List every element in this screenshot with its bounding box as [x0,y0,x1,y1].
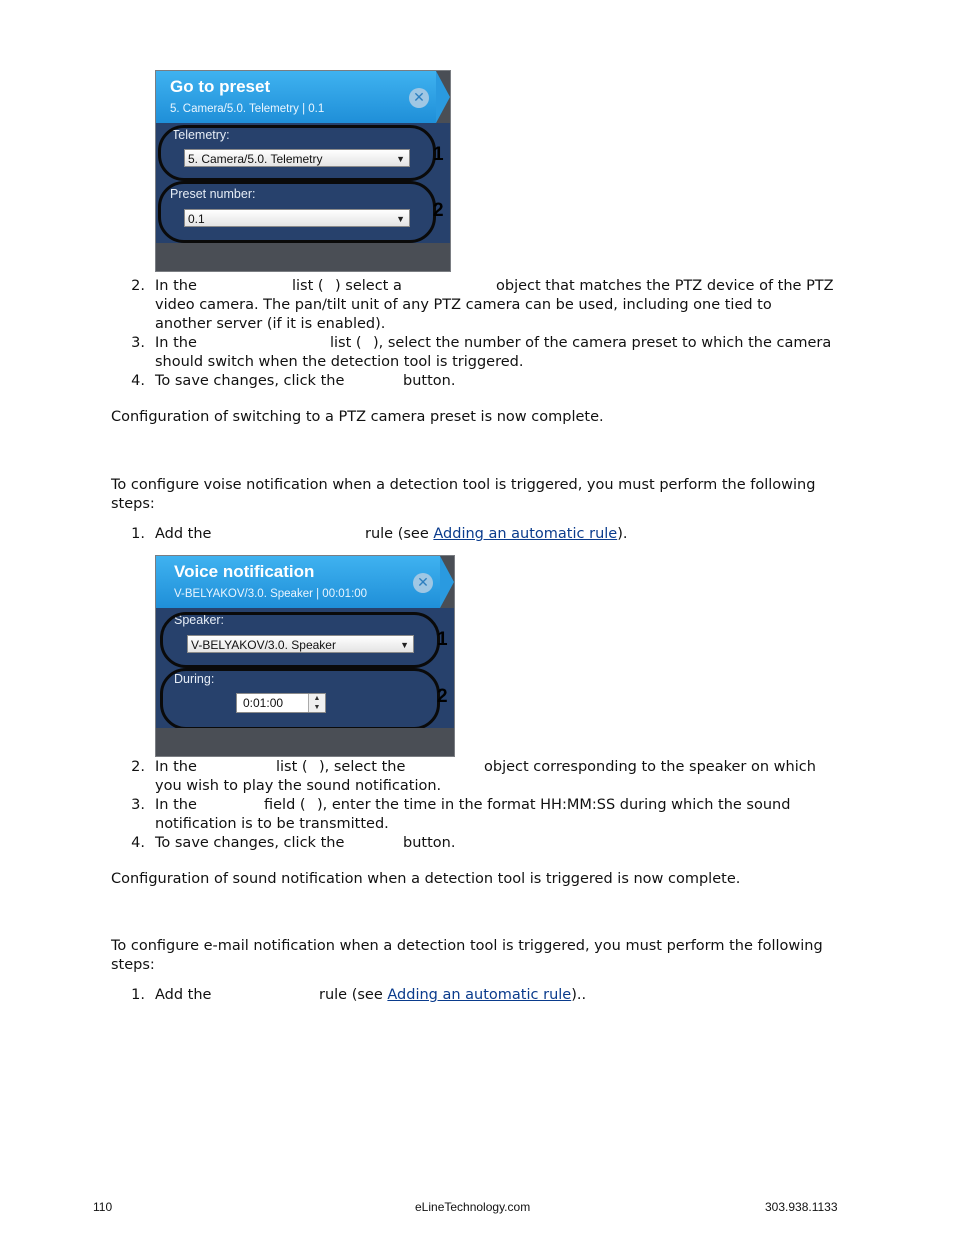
step-text-part: rule (see [365,526,429,542]
step-text: ), select the number of the camera preset to which the camera [373,335,832,351]
step-number: 3. [131,335,145,351]
footer-website: eLineTechnology.com [415,1200,531,1214]
step-text: In the [155,759,197,775]
callout-marker-2: 2 [433,200,444,221]
step-text: In the [155,797,197,813]
step-number: 1. [131,526,145,542]
footer-phone: 303.938.1133 [765,1200,838,1214]
step-text [365,525,627,544]
chevron-down-icon: ▼ [400,640,409,650]
close-icon[interactable]: ✕ [409,88,429,108]
dialog-footer [156,243,450,271]
step-text: To save changes, click the [155,835,345,851]
dialog-title: Voice notification [174,562,315,581]
preset-number-value: 0.1 [188,212,205,226]
step-number: 2. [131,278,145,294]
callout-ring-1 [158,125,436,181]
adding-automatic-rule-link[interactable]: Adding an automatic rule [387,987,572,1003]
dialog-header-arrow [436,71,450,123]
callout-ring-2 [158,181,436,243]
spin-down-icon[interactable]: ▼ [313,704,321,711]
chevron-down-icon: ▼ [396,154,405,164]
step-text: Add the [155,526,212,542]
step-text: In the [155,335,197,351]
speaker-value: V-BELYAKOV/3.0. Speaker [191,638,336,652]
dialog-header-arrow [440,556,454,608]
step-text: ), enter the time in the format HH:MM:SS during which the sound [317,797,791,813]
step-text: notification is to be transmitted. [155,816,389,832]
spin-up-icon[interactable]: ▲ [313,695,321,702]
page-number: 110 [93,1200,113,1214]
voice-notification-dialog [155,555,455,757]
step-text-part: ). [617,526,628,542]
step-text: object that matches the PTZ device of the PTZ [496,278,834,294]
step-number: 1. [131,987,145,1003]
step-text: button. [403,373,456,389]
dialog-header [156,556,440,608]
step-text: list ( [330,335,362,351]
telemetry-value: 5. Camera/5.0. Telemetry [188,152,323,166]
speaker-label: Speaker: [174,613,225,627]
adding-automatic-rule-link[interactable]: Adding an automatic rule [433,526,618,542]
go-to-preset-dialog [155,70,451,272]
dialog-subtitle: 5. Camera/5.0. Telemetry | 0.1 [170,103,325,115]
telemetry-label: Telemetry: [172,128,230,142]
step-text [319,986,586,1005]
callout-ring-2 [160,668,440,730]
dialog-subtitle: V-BELYAKOV/3.0. Speaker | 00:01:00 [174,588,368,600]
step-text: button. [403,835,456,851]
paragraph: To configure e-mail notification when a detection tool is triggered, you must perform the following [111,938,823,954]
during-label: During: [174,672,215,686]
step-text: ) select a [335,278,402,294]
callout-ring-1 [160,612,440,668]
step-text: In the [155,278,197,294]
dialog-header [156,71,436,123]
step-text-part: ).. [571,987,587,1003]
step-number: 4. [131,835,145,851]
step-number: 4. [131,373,145,389]
step-number: 3. [131,797,145,813]
step-text: another server (if it is enabled). [155,316,386,332]
step-text-part: rule (see [319,987,383,1003]
step-text: list ( [276,759,308,775]
step-text: ), select the [319,759,406,775]
step-text: object corresponding to the speaker on which [484,759,816,775]
paragraph: To configure voise notification when a detection tool is triggered, you must perform the following [111,477,816,493]
close-icon[interactable]: ✕ [413,573,433,593]
chevron-down-icon: ▼ [396,214,405,224]
callout-marker-1: 1 [437,629,448,650]
step-text: video camera. The pan/tilt unit of any PTZ camera can be used, including one tied to [155,297,772,313]
step-text: you wish to play the sound notification. [155,778,442,794]
duration-value: 0:01:00 [243,696,284,710]
step-text: To save changes, click the [155,373,345,389]
dialog-footer [156,728,454,756]
callout-marker-2: 2 [437,686,448,707]
paragraph: steps: [111,957,155,973]
paragraph: Configuration of switching to a PTZ camera preset is now complete. [111,409,604,425]
step-text: Add the [155,987,212,1003]
step-number: 2. [131,759,145,775]
preset-number-label: Preset number: [170,187,256,201]
dialog-title: Go to preset [170,77,271,96]
step-text: field ( [264,797,306,813]
step-text: should switch when the detection tool is triggered. [155,354,524,370]
paragraph: Configuration of sound notification when a detection tool is triggered is now complete. [111,871,741,887]
paragraph: steps: [111,496,155,512]
step-text: list ( [292,278,324,294]
callout-marker-1: 1 [433,144,444,165]
